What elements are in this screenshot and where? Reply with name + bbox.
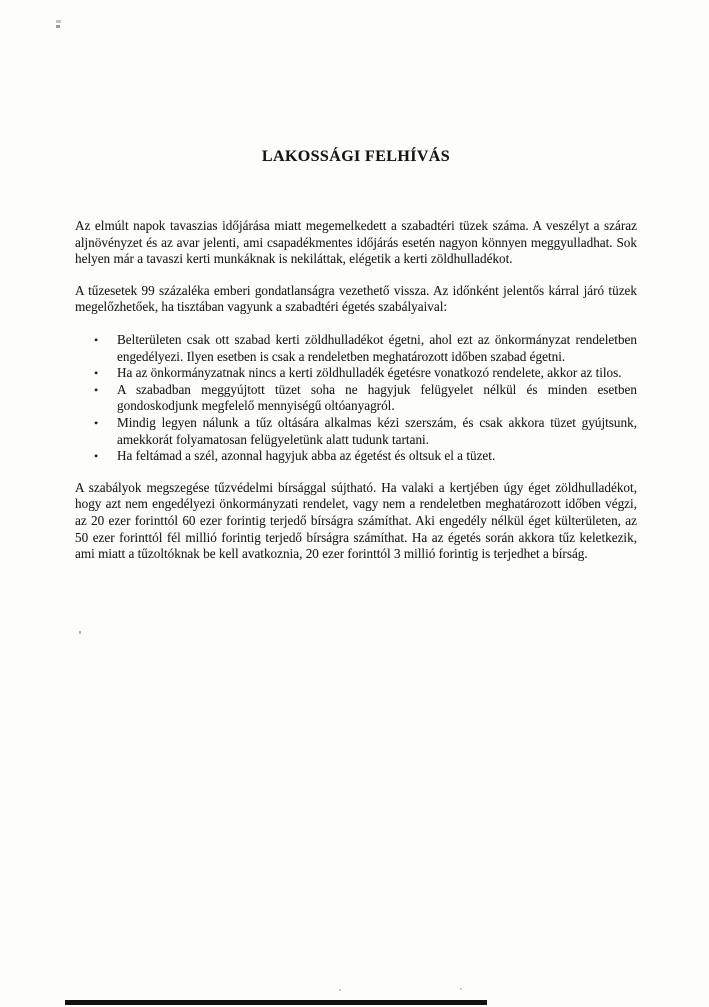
list-item: • Ha az önkormányzatnak nincs a kerti zöldhulladék égetésre vonatkozó rendelete, akkor az tilos. <box>75 365 637 382</box>
list-item: • Ha feltámad a szél, azonnal hagyjuk abba az égetést és oltsuk el a tüzet. <box>75 448 637 465</box>
document-body <box>75 0 637 563</box>
burning-rules-list <box>75 332 637 465</box>
scan-edge-artifact <box>65 1000 487 1005</box>
scan-artifact <box>56 25 60 28</box>
scan-artifact <box>79 631 81 634</box>
scan-artifact <box>56 20 61 23</box>
list-item: • Mindig legyen nálunk a tűz oltására alkalmas kézi szerszám, és csak akkora tüzet gyújtsunk, amekkorát folyamatosan felügyeletünk alatt tudunk tartani. <box>75 415 637 448</box>
list-item: • Belterületen csak ott szabad kerti zöldhulladékot égetni, ahol ezt az önkormányzat rendeletben engedélyezi. Ilyen esetben is csak a rendeletben meghatározott időben szabad égetni. <box>75 332 637 365</box>
paragraph-intro: Az elmúlt napok tavaszias időjárása miatt megemelkedett a szabadtéri tüzek száma. A veszélyt a száraz aljnövényzet és az avar jelenti, ami csapadékmentes időjárás esetén nagyon könnyen meggyulladhat. Sok helyen már a tavaszi kerti munkáknak is nekiláttak, elégetik a kerti zöldhulladékot. <box>75 218 637 267</box>
list-item: • A szabadban meggyújtott tüzet soha ne hagyjuk felügyelet nélkül és minden esetben gondoskodjunk megfelelő mennyiségű oltóanyagról. <box>75 382 637 415</box>
paragraph-penalties: A szabályok megszegése tűzvédelmi bírsággal sújtható. Ha valaki a kertjében úgy éget zöldhulladékot, hogy azt nem engedélyezi önkormányzati rendelet, vagy nem a rendeletben meghatározott időben végzi, az 20 ezer forinttól 60 ezer forintig terjedő bírságra számíthat. Aki engedély nélkül éget külterületen, az 50 ezer forinttól fél millió forintig terjedő bírságra számíthat. Ha az égetés során akkora tűz keletkezik, ami miatt a tűzoltóknak be kell avatkoznia, 20 ezer forinttól 3 millió forintig is terjedhet a bírság. <box>75 479 637 562</box>
paragraph-statistics: A tűzesetek 99 százaléka emberi gondatlanságra vezethető vissza. Az időnként jelentős kárral járó tüzek megelőzhetőek, ha tisztában vagyunk a szabadtéri égetés szabályaival: <box>75 282 637 315</box>
document-title: LAKOSSÁGI FELHÍVÁS <box>261 148 451 165</box>
scan-artifact <box>460 988 462 990</box>
scan-artifact <box>339 989 341 991</box>
